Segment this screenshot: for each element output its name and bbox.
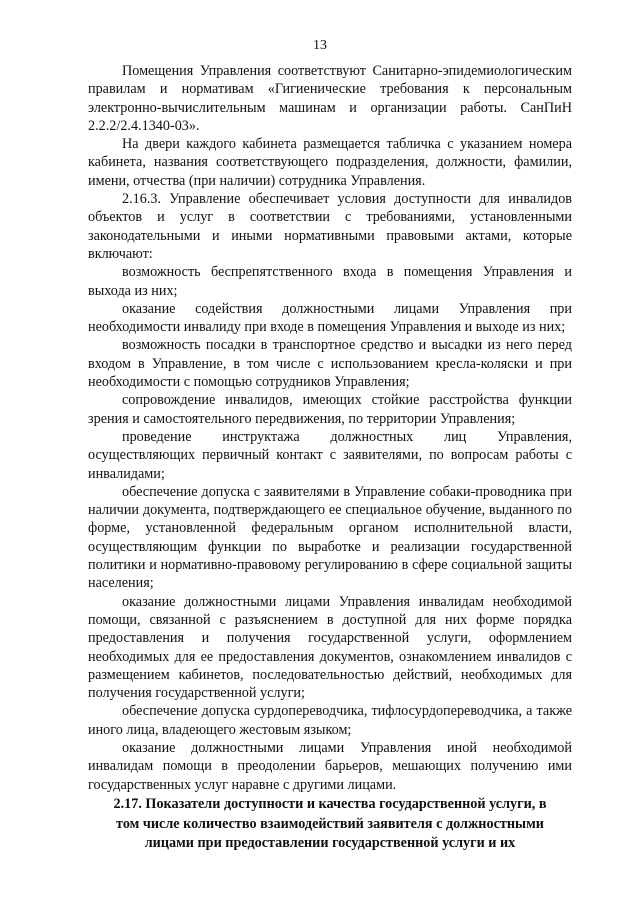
heading-line: том числе количество взаимодействий заявителя с должностными (116, 815, 544, 832)
list-item-barriers: оказание должностными лицами Управления иной необходимой инвалидам помощи в преодолении барьеров, мешающих получению ими государственных услуг наравне с другими лицами. (88, 739, 572, 793)
list-item-help-explanation: оказание должностными лицами Управления инвалидам необходимой помощи, связанной с разъяснением в доступной для них форме порядка предоставления и получения государственной услуги, оформлением необходимых для ее предоставления документов, ознакомлением инвалидов с размещением кабинетов, последовательностью действий, необходимых для получения государственной услуги; (88, 593, 572, 702)
heading-line: лицами при предоставлении государственной услуги и их (144, 835, 516, 851)
list-item-entrance: возможность беспрепятственного входа в помещения Управления и выхода из них; (88, 264, 572, 299)
heading-line: 2.17. Показатели доступности и качества государственной услуги, в (113, 796, 547, 812)
paragraph-2-16-3: 2.16.3. Управление обеспечивает условия доступности для инвалидов объектов и услуг в соответствии с требованиями, установленными законодательными и иными нормативными правовыми актами, которые включают: (88, 191, 572, 262)
list-item-sign-interpreter: обеспечение допуска сурдопереводчика, тифлосурдопереводчика, а также иного лица, владеющего жестовым языком; (88, 703, 572, 738)
list-item-escort: сопровождение инвалидов, имеющих стойкие расстройства функции зрения и самостоятельного передвижения, по территории Управления; (88, 392, 572, 427)
list-item-briefing: проведение инструктажа должностных лиц Управления, осуществляющих первичный контакт с заявителями, по вопросам работы с инвалидами; (88, 428, 572, 482)
paragraph-door-sign: На двери каждого кабинета размещается табличка с указанием номера кабинета, названия соответствующего подразделения, должности, фамилии, имени, отчества (при наличии) сотрудника Управления. (88, 136, 572, 189)
list-item-transport: возможность посадки в транспортное средство и высадки из него перед входом в Управление, в том числе с использованием кресла-коляски и при необходимости с помощью сотрудников Управления; (88, 337, 572, 391)
page-number: 13 (313, 38, 327, 53)
list-item-guide-dog: обеспечение допуска с заявителями в Управление собаки-проводника при наличии документа, подтверждающего ее специальное обучение, выданного по форме, установленной федеральным органом исполнительной власти, осуществляющим функции по выработке и реализации государственной политики и нормативно-правовому регулированию в сфере социальной защиты населения; (88, 483, 572, 592)
document-body (88, 62, 572, 794)
section-heading-2-17 (88, 795, 572, 854)
list-item-assistance-entry: оказание содействия должностными лицами Управления при необходимости инвалиду при входе в помещения Управления и выходе из них; (88, 300, 572, 336)
paragraph-premises-sanpin: Помещения Управления соответствуют Санитарно-эпидемиологическим правилам и нормативам «Гигиенические требования к персональным электронно-вычислительным машинам и организации работы. СанПиН 2.2.2/2.4.1340-03». (88, 63, 572, 134)
